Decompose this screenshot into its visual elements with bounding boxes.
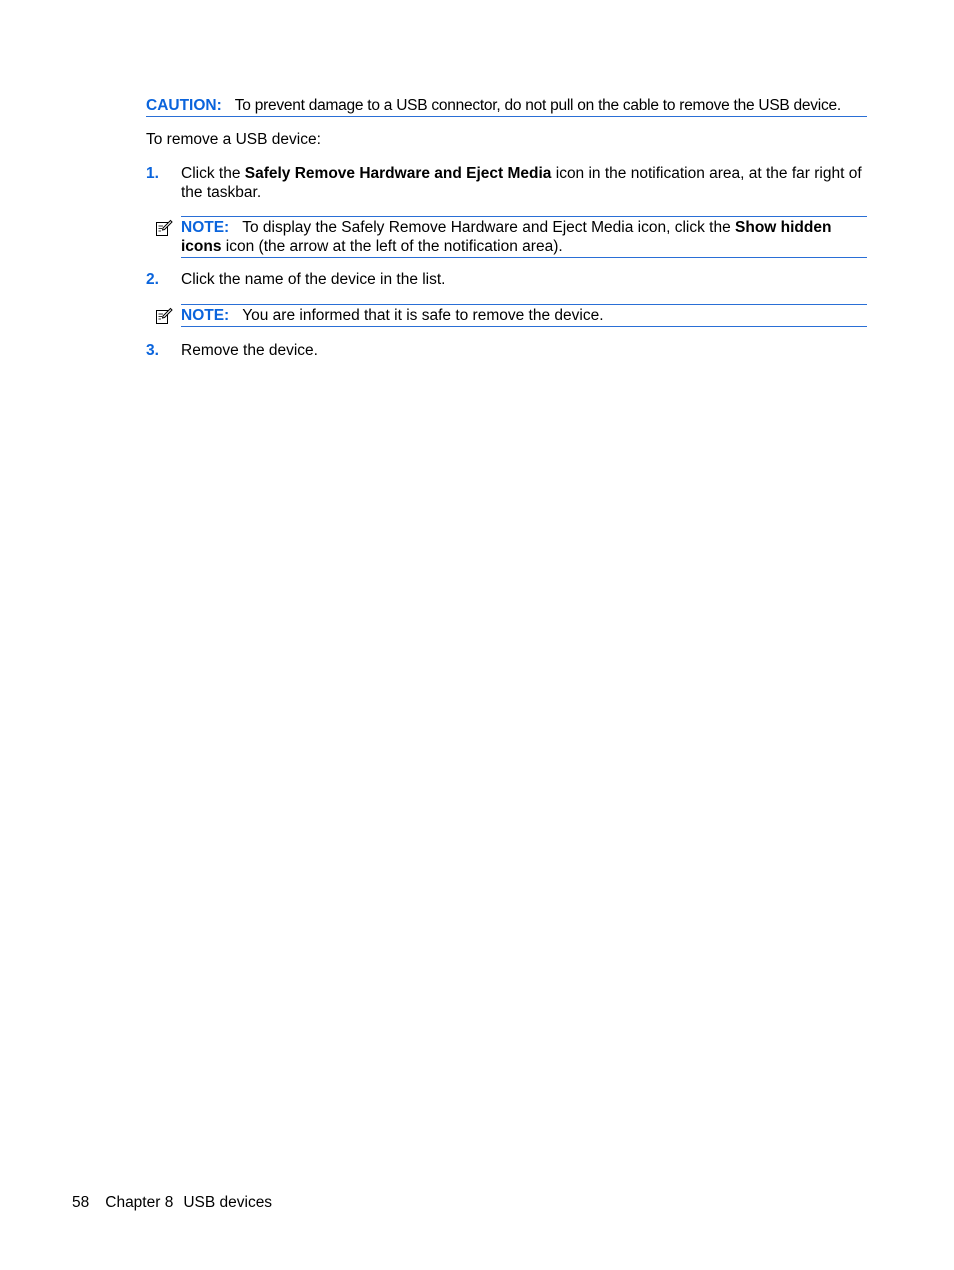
note-text: You are informed that it is safe to remove the device.: [242, 307, 604, 324]
note-pencil-icon: [155, 307, 173, 325]
step-3: [146, 341, 867, 360]
note-box-1: [181, 216, 867, 258]
note-text-part: To display the Safely Remove Hardware and Eject Media icon, click the: [242, 219, 736, 236]
step-text: Click the name of the device in the list.: [181, 271, 446, 288]
step-text: Remove the device.: [181, 342, 318, 359]
chapter-label: Chapter 8: [105, 1194, 174, 1211]
step-text-part: Click the: [181, 165, 245, 182]
note-label: NOTE:: [181, 307, 230, 324]
chapter-title: USB devices: [183, 1194, 273, 1211]
caution-label: CAUTION:: [146, 97, 222, 114]
note-label: NOTE:: [181, 219, 230, 236]
note-text-part: icon (the arrow at the left of the notification area).: [221, 238, 563, 255]
caution-box: [146, 96, 867, 117]
step-text-part: icon in the notification area, at the far right of the taskbar.: [181, 165, 862, 201]
intro-text: To remove a USB device:: [146, 131, 321, 148]
note-pencil-icon: [155, 219, 173, 237]
caution-text: To prevent damage to a USB connector, do not pull on the cable to remove the USB device.: [234, 97, 841, 114]
step-2: [146, 270, 867, 289]
step-number: 1.: [146, 165, 159, 182]
page-number: 58: [72, 1194, 90, 1211]
step-1: [146, 164, 867, 202]
step-number: 2.: [146, 271, 159, 288]
step-text: [181, 164, 867, 202]
note-box-2: [181, 304, 867, 327]
note-bold-term: Show hidden icons: [181, 219, 832, 255]
step-bold-term: Safely Remove Hardware and Eject Media: [244, 165, 552, 182]
page-footer: [72, 1193, 288, 1212]
step-number: 3.: [146, 342, 159, 359]
